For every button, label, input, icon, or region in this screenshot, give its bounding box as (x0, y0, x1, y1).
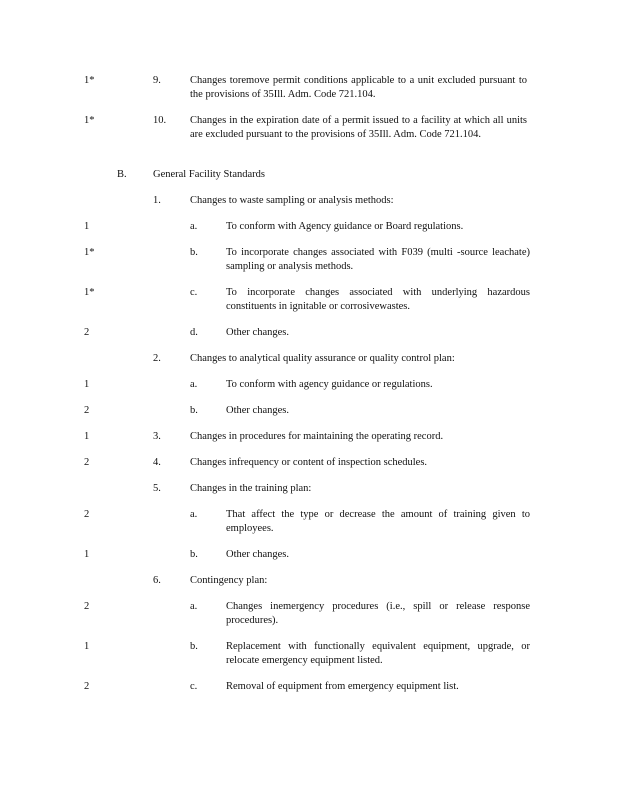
class-marker: 2 (84, 601, 90, 612)
class-marker: 1 (84, 641, 90, 652)
section-label: B. (117, 169, 127, 180)
class-marker: 1* (84, 115, 95, 126)
item-label: c. (190, 287, 198, 298)
item-label: b. (190, 549, 198, 560)
item-label: 4. (153, 457, 161, 468)
item-label: a. (190, 509, 198, 520)
item-label: 3. (153, 431, 161, 442)
item-label: a. (190, 379, 198, 390)
item-text: To conform with Agency guidance or Board regulations. (226, 221, 464, 232)
class-marker: 2 (84, 681, 90, 692)
item-label: b. (190, 247, 198, 258)
item-text: Changes inemergency procedures (i.e., spill or release response procedures). (226, 601, 530, 626)
item-text: Contingency plan: (190, 575, 268, 586)
item-text: Other changes. (226, 327, 289, 338)
class-marker: 2 (84, 405, 90, 416)
class-marker: 1* (84, 287, 95, 298)
class-marker: 1* (84, 75, 95, 86)
item-label: 2. (153, 353, 161, 364)
item-text: Other changes. (226, 549, 289, 560)
class-marker: 1 (84, 221, 90, 232)
item-label: 6. (153, 575, 161, 586)
item-label: 5. (153, 483, 161, 494)
item-label: a. (190, 221, 198, 232)
item-text: That affect the type or decrease the amount of training given to employees. (226, 509, 530, 534)
item-label: c. (190, 681, 198, 692)
item-label: a. (190, 601, 198, 612)
item-text: Changes to waste sampling or analysis methods: (190, 195, 394, 206)
class-marker: 1* (84, 247, 95, 258)
item-text: Changes in procedures for maintaining the operating record. (190, 431, 444, 442)
item-text: Other changes. (226, 405, 289, 416)
item-label: d. (190, 327, 198, 338)
class-marker: 2 (84, 327, 90, 338)
item-label: 9. (153, 75, 161, 86)
item-label: b. (190, 641, 198, 652)
item-label: b. (190, 405, 198, 416)
class-marker: 2 (84, 457, 90, 468)
class-marker: 1 (84, 379, 90, 390)
item-text: Replacement with functionally equivalent equipment, upgrade, or relocate emergency equipment listed. (226, 641, 530, 666)
item-text: Removal of equipment from emergency equipment list. (226, 681, 459, 692)
item-text: To conform with agency guidance or regulations. (226, 379, 433, 390)
item-text: To incorporate changes associated with underlying hazardous constituents in ignitable or corrosivewastes. (226, 287, 530, 312)
item-label: 1. (153, 195, 161, 206)
item-label: 10. (153, 115, 167, 126)
section-title: General Facility Standards (153, 169, 265, 180)
item-text: Changes in the expiration date of a permit issued to a facility at which all units are excluded pursuant to the provisions of 35Ill. Adm. Code 721.104. (190, 115, 527, 140)
item-text: Changes to analytical quality assurance or quality control plan: (190, 353, 455, 364)
item-text: Changes toremove permit conditions applicable to a unit excluded pursuant to the provisions of 35Ill. Adm. Code 721.104. (190, 75, 527, 100)
item-text: Changes infrequency or content of inspection schedules. (190, 457, 428, 468)
class-marker: 2 (84, 509, 90, 520)
item-text: Changes in the training plan: (190, 483, 312, 494)
class-marker: 1 (84, 431, 90, 442)
class-marker: 1 (84, 549, 90, 560)
item-text: To incorporate changes associated with F039 (multi -source leachate) sampling or analysis methods. (226, 247, 530, 272)
